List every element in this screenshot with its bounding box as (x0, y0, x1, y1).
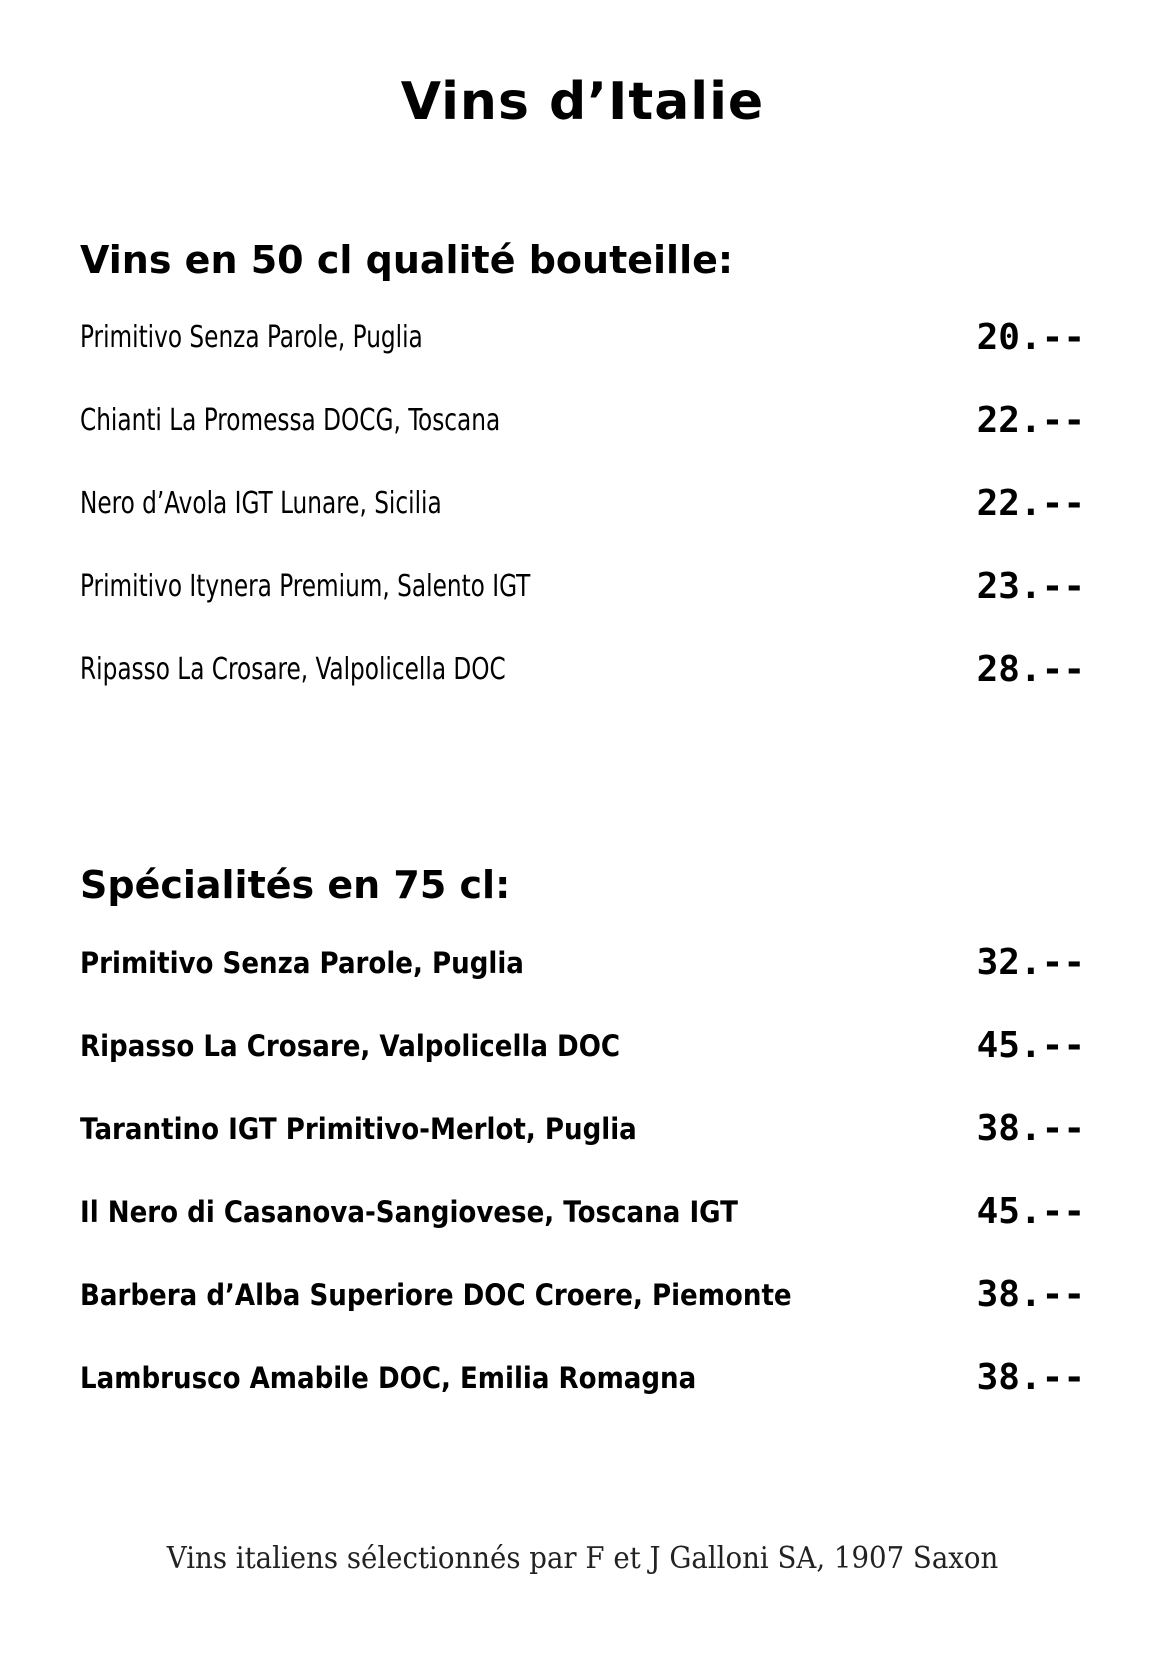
wine-name: Lambrusco Amabile DOC, Emilia Romagna (80, 1361, 697, 1395)
wine-price: 32.-- (976, 942, 1085, 983)
list-item (80, 399, 1085, 482)
wine-name: Nero d’Avola IGT Lunare, Sicilia (80, 486, 442, 521)
wine-price: 22.-- (976, 483, 1085, 524)
list-item (80, 482, 1085, 565)
wine-price: 28.-- (976, 649, 1085, 690)
wine-name: Ripasso La Crosare, Valpolicella DOC (80, 1029, 621, 1063)
wine-price: 20.-- (976, 317, 1085, 358)
supplier-footer: Vins italiens sélectionnés par F et J Galloni SA, 1907 Saxon (166, 1541, 999, 1576)
wine-name: Barbera d’Alba Superiore DOC Croere, Piemonte (80, 1278, 792, 1312)
wine-name: Ripasso La Crosare, Valpolicella DOC (80, 652, 506, 687)
list-item (80, 316, 1085, 399)
wine-list-50cl (80, 316, 1085, 731)
list-item (80, 1024, 1085, 1107)
wine-name: Chianti La Promessa DOCG, Toscana (80, 403, 501, 438)
wine-price: 22.-- (976, 400, 1085, 441)
wine-price: 23.-- (976, 566, 1085, 607)
list-item (80, 648, 1085, 731)
wine-price: 38.-- (976, 1274, 1085, 1315)
wine-list-75cl (80, 941, 1085, 1439)
list-item (80, 1190, 1085, 1273)
list-item (80, 1107, 1085, 1190)
wine-name: Tarantino IGT Primitivo-Merlot, Puglia (80, 1112, 637, 1146)
wine-price: 38.-- (976, 1357, 1085, 1398)
wine-price: 38.-- (976, 1108, 1085, 1149)
wine-name: Primitivo Itynera Premium, Salento IGT (80, 569, 531, 604)
list-item (80, 565, 1085, 648)
page-title: Vins d’Italie (400, 72, 765, 132)
wine-price: 45.-- (976, 1191, 1085, 1232)
list-item (80, 1273, 1085, 1356)
section-heading-50cl: Vins en 50 cl qualité bouteille: (80, 238, 734, 282)
wine-name: Primitivo Senza Parole, Puglia (80, 946, 524, 980)
wine-name: Il Nero di Casanova-Sangiovese, Toscana IGT (80, 1195, 738, 1229)
wine-price: 45.-- (976, 1025, 1085, 1066)
section-heading-75cl: Spécialités en 75 cl: (80, 863, 511, 907)
list-item (80, 1356, 1085, 1439)
wine-name: Primitivo Senza Parole, Puglia (80, 320, 423, 355)
list-item (80, 941, 1085, 1024)
